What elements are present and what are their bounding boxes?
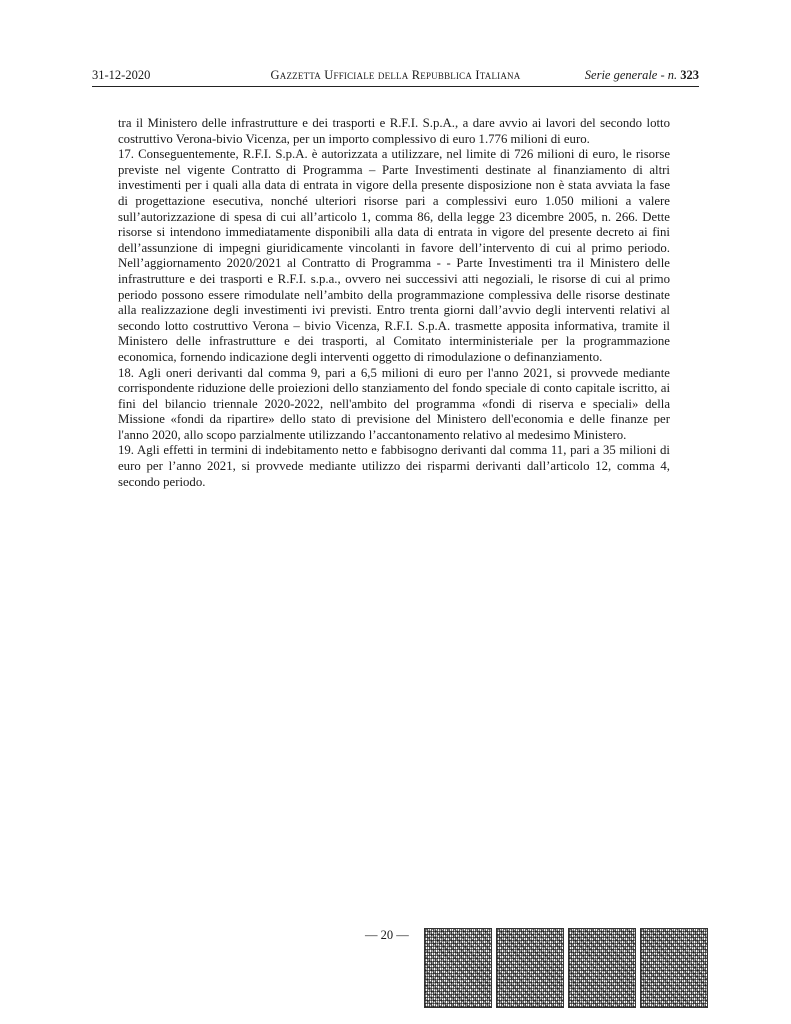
datamatrix-code-icon bbox=[640, 928, 708, 1008]
datamatrix-code-icon bbox=[496, 928, 564, 1008]
page-number: — 20 — bbox=[365, 928, 409, 942]
header-rule bbox=[92, 86, 699, 87]
paragraph-continuation: tra il Ministero delle infrastrutture e dei trasporti e R.F.I. S.p.A., a dare avvio ai lavori del secondo lotto costruttivo Verona-bivio Vicenza, per un importo complessivo di euro 1.776 milioni di euro. bbox=[118, 116, 670, 146]
header-date: 31-12-2020 bbox=[92, 68, 151, 82]
page-header bbox=[92, 68, 699, 86]
series-label: Serie generale - n. bbox=[584, 68, 678, 82]
document-body bbox=[118, 116, 670, 490]
datamatrix-codes bbox=[424, 928, 708, 1008]
paragraph-19: 19. Agli effetti in termini di indebitamento netto e fabbisogno derivanti dal comma 11, pari a 35 milioni di euro per l’anno 2021, si provvede mediante utilizzo dei risparmi derivanti dall’articolo 12, comma 4, secondo periodo. bbox=[118, 443, 670, 489]
header-series bbox=[585, 68, 699, 83]
paragraph-17: 17. Conseguentemente, R.F.I. S.p.A. è autorizzata a utilizzare, nel limite di 726 milioni di euro, le risorse previste nel vigente Contratto di Programma – Parte Investimenti destinate al finanziamento di altri investimenti per i quali alla data di entrata in vigore della presente disposizione non è stata avviata la fase di progettazione esecutiva, nonché ulteriori risorse pari a complessivi euro 1.050 milioni a valere sull’autorizzazione di spesa di cui all’articolo 1, comma 86, della legge 23 dicembre 2005, n. 266. Dette risorse si intendono immediatamente disponibili alla data di entrata in vigore del presente decreto ai fini dell’assunzione di impegni giuridicamente vincolanti in favore dell’intervento di cui al primo periodo. Nell’aggiornamento 2020/2021 al Contratto di Programma - - Parte Investimenti tra il Ministero delle infrastrutture e dei trasporti e R.F.I. s.p.a., ovvero nei successivi atti negoziali, le risorse di cui al primo periodo possono essere rimodulate nell’ambito della programmazione complessiva delle risorse destinate alla realizzazione degli investimenti ivi previsti. Entro trenta giorni dall’avvio degli interventi relativi al secondo lotto costruttivo Verona – bivio Vicenza, R.F.I. S.p.A. trasmette apposita informativa, tramite il Ministero delle infrastrutture e dei trasporti, al Comitato interministeriale per la programmazione economica, fornendo indicazione degli interventi oggetto di rimodulazione o definanziamento. bbox=[118, 147, 670, 364]
datamatrix-code-icon bbox=[568, 928, 636, 1008]
series-number: 323 bbox=[680, 68, 699, 82]
datamatrix-code-icon bbox=[424, 928, 492, 1008]
header-title: Gazzetta Ufficiale della Repubblica Italiana bbox=[270, 68, 521, 82]
paragraph-18: 18. Agli oneri derivanti dal comma 9, pari a 6,5 milioni di euro per l'anno 2021, si provvede mediante corrispondente riduzione delle proiezioni dello stanziamento del fondo speciale di conto capitale iscritto, ai fini del bilancio triennale 2020-2022, nell'ambito del programma «fondi di riserva e speciali» della Missione «fondi da ripartire» dello stato di previsione del Ministero dell'economia e delle finanze per l'anno 2020, allo scopo parzialmente utilizzando l’accantonamento relativo al medesimo Ministero. bbox=[118, 365, 670, 442]
